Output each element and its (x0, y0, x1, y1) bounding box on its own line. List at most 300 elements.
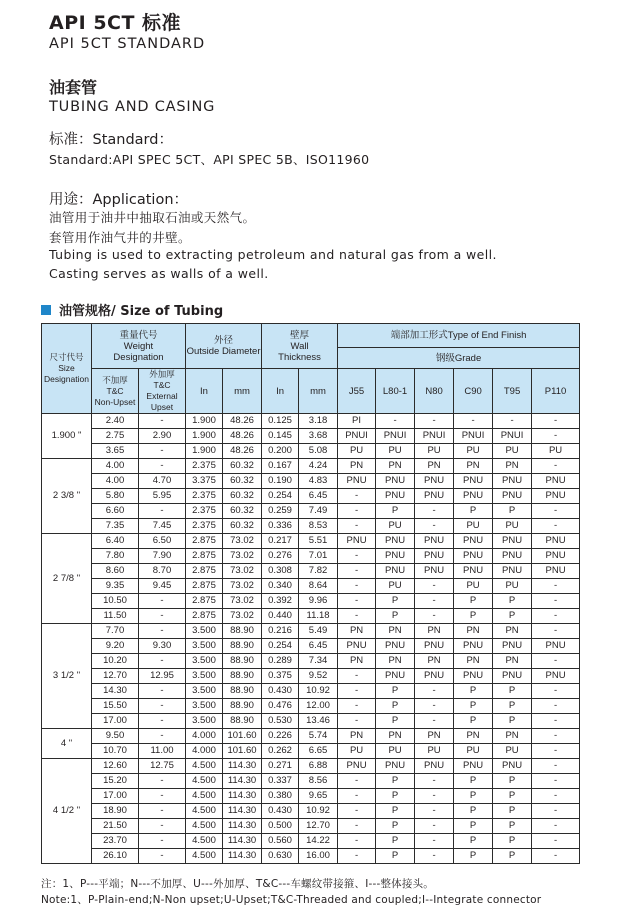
table-cell: PNU (493, 669, 532, 684)
table-cell: 3.500 (186, 624, 223, 639)
table-cell: 88.90 (223, 684, 262, 699)
table-cell: P (454, 774, 493, 789)
table-row (42, 564, 580, 579)
table-cell: - (532, 684, 580, 699)
table-cell: - (139, 459, 186, 474)
table-cell: 3.500 (186, 639, 223, 654)
table-cell: PNU (454, 669, 493, 684)
table-cell: 4.500 (186, 849, 223, 864)
table-cell: PN (493, 654, 532, 669)
table-cell: 4.70 (139, 474, 186, 489)
table-cell: - (415, 834, 454, 849)
table-cell: PN (493, 624, 532, 639)
table-cell: PNU (493, 564, 532, 579)
table-cell: PU (493, 444, 532, 459)
table-cell: - (338, 684, 376, 699)
table-cell: 7.35 (92, 519, 139, 534)
table-cell: - (338, 789, 376, 804)
size-designation-cell: 2 7/8 " (42, 534, 92, 624)
table-cell: - (532, 609, 580, 624)
table-cell: - (415, 699, 454, 714)
table-cell: PU (493, 579, 532, 594)
table-cell: - (139, 834, 186, 849)
note-cn: 注：1、P---平端；N---不加厚、U---外加厚、T&C---车螺纹带接箍、I---整体接头。 (41, 878, 434, 890)
table-cell: P (454, 789, 493, 804)
table-cell: - (139, 594, 186, 609)
table-cell: P (454, 819, 493, 834)
table-cell: 2.875 (186, 564, 223, 579)
col-header-external-upset: 外加厚 T&C External Upset (139, 369, 186, 414)
table-cell: 0.430 (262, 804, 299, 819)
table-cell: 0.337 (262, 774, 299, 789)
table-cell: 10.20 (92, 654, 139, 669)
table-cell: 13.46 (299, 714, 338, 729)
table-cell: 2.375 (186, 504, 223, 519)
table-cell: P (376, 774, 415, 789)
table-cell: - (532, 849, 580, 864)
table-cell: - (338, 579, 376, 594)
table-cell: P (376, 504, 415, 519)
table-cell: 6.45 (299, 489, 338, 504)
application-line: 油管用于油井中抽取石油或天然气。 (49, 210, 256, 225)
table-cell: PN (454, 654, 493, 669)
table-cell: 114.30 (223, 819, 262, 834)
table-cell: 16.00 (299, 849, 338, 864)
table-cell: 0.560 (262, 834, 299, 849)
table-cell: 73.02 (223, 609, 262, 624)
table-cell: PNU (376, 564, 415, 579)
table-cell: - (532, 834, 580, 849)
note-en: Note:1、P-Plain-end;N-Non upset;U-Upset;T&C-Threaded and coupled;I--Integrate connector (41, 894, 542, 906)
table-cell: 15.20 (92, 774, 139, 789)
table-cell: 0.289 (262, 654, 299, 669)
table-cell: P (376, 804, 415, 819)
table-cell: 0.217 (262, 534, 299, 549)
table-cell: 2.375 (186, 459, 223, 474)
table-cell: PN (338, 624, 376, 639)
table-cell: - (338, 489, 376, 504)
table-cell: - (493, 414, 532, 429)
table-cell: 60.32 (223, 489, 262, 504)
table-row (42, 669, 580, 684)
table-cell: 8.64 (299, 579, 338, 594)
table-cell: PNU (454, 564, 493, 579)
table-cell: P (376, 849, 415, 864)
table-cell: - (338, 504, 376, 519)
application-line: Casting serves as walls of a well. (49, 266, 269, 281)
table-cell: 2.875 (186, 594, 223, 609)
table-cell: P (454, 804, 493, 819)
table-cell: P (493, 609, 532, 624)
table-cell: PNUI (376, 429, 415, 444)
table-cell: - (415, 804, 454, 819)
table-cell: PNU (532, 669, 580, 684)
table-row (42, 684, 580, 699)
table-row (42, 654, 580, 669)
table-cell: 0.259 (262, 504, 299, 519)
table-cell: - (532, 594, 580, 609)
table-cell: 5.74 (299, 729, 338, 744)
table-cell: PU (376, 744, 415, 759)
col-header-grade-c90: C90 (454, 369, 493, 414)
table-cell: 5.80 (92, 489, 139, 504)
table-cell: 114.30 (223, 789, 262, 804)
table-row (42, 504, 580, 519)
table-cell: - (532, 429, 580, 444)
table-cell: 23.70 (92, 834, 139, 849)
table-cell: - (532, 624, 580, 639)
table-cell: PNU (415, 669, 454, 684)
table-cell: - (415, 789, 454, 804)
table-cell: - (139, 609, 186, 624)
application-label: 用途：Application： (49, 192, 189, 208)
table-cell: PNU (338, 534, 376, 549)
col-header-wall: 壁厚 Wall Thickness (262, 324, 338, 369)
table-cell: PN (376, 624, 415, 639)
table-cell: - (338, 834, 376, 849)
table-cell: PN (376, 729, 415, 744)
table-cell: - (338, 609, 376, 624)
table-cell: P (493, 699, 532, 714)
application-line: 套管用作油气井的井壁。 (49, 230, 191, 245)
size-designation-cell: 4 " (42, 729, 92, 759)
section-title-text: 油管规格/ Size of Tubing (59, 304, 224, 319)
table-cell: 2.75 (92, 429, 139, 444)
table-row (42, 609, 580, 624)
table-cell: 4.00 (92, 459, 139, 474)
table-cell: 5.51 (299, 534, 338, 549)
table-cell: PNU (376, 669, 415, 684)
table-cell: - (376, 414, 415, 429)
size-designation-cell: 4 1/2 " (42, 759, 92, 864)
table-cell: - (415, 519, 454, 534)
col-header-end-finish: 端部加工形式Type of End Finish (338, 324, 580, 348)
table-cell: - (532, 804, 580, 819)
table-row (42, 444, 580, 459)
table-cell: PN (376, 654, 415, 669)
table-row (42, 414, 580, 429)
table-cell: PN (415, 624, 454, 639)
table-cell: PNU (454, 474, 493, 489)
table-cell: 18.90 (92, 804, 139, 819)
table-cell: - (139, 804, 186, 819)
table-body (42, 414, 580, 864)
table-cell: PU (493, 519, 532, 534)
table-cell: - (139, 729, 186, 744)
table-cell: PNU (493, 759, 532, 774)
table-cell: PNU (532, 474, 580, 489)
table-cell: - (415, 774, 454, 789)
table-row (42, 534, 580, 549)
table-cell: 73.02 (223, 594, 262, 609)
table-cell: PU (454, 519, 493, 534)
table-cell: PNU (493, 534, 532, 549)
table-cell: PU (376, 444, 415, 459)
table-cell: 9.52 (299, 669, 338, 684)
table-cell: P (493, 849, 532, 864)
table-row (42, 699, 580, 714)
table-cell: - (415, 714, 454, 729)
table-cell: - (532, 654, 580, 669)
table-cell: P (454, 699, 493, 714)
table-cell: 9.35 (92, 579, 139, 594)
table-cell: - (338, 849, 376, 864)
table-cell: - (532, 414, 580, 429)
col-header-non-upset: 不加厚 T&C Non-Upset (92, 369, 139, 414)
table-cell: PNU (376, 639, 415, 654)
table-cell: PN (493, 459, 532, 474)
application-line: Tubing is used to extracting petroleum and natural gas from a well. (49, 247, 497, 262)
table-cell: 6.50 (139, 534, 186, 549)
table-cell: PNUI (415, 429, 454, 444)
table-cell: 3.18 (299, 414, 338, 429)
table-cell: 2.90 (139, 429, 186, 444)
table-cell: 0.254 (262, 489, 299, 504)
table-row (42, 819, 580, 834)
col-header-grade-t95: T95 (493, 369, 532, 414)
col-header-steel-grade: 钢级Grade (338, 348, 580, 369)
table-cell: 0.500 (262, 819, 299, 834)
table-cell: 0.530 (262, 714, 299, 729)
table-cell: - (532, 519, 580, 534)
table-cell: PN (415, 459, 454, 474)
table-cell: 4.000 (186, 729, 223, 744)
table-cell: 0.145 (262, 429, 299, 444)
table-cell: 6.40 (92, 534, 139, 549)
table-cell: 0.226 (262, 729, 299, 744)
table-cell: PN (338, 459, 376, 474)
table-cell: 9.65 (299, 789, 338, 804)
table-cell: PNU (532, 639, 580, 654)
section-title (41, 300, 223, 319)
table-cell: PNU (376, 534, 415, 549)
subtitle-en: TUBING AND CASING (49, 99, 216, 115)
table-cell: PNU (532, 534, 580, 549)
table-cell: 4.500 (186, 759, 223, 774)
table-cell: 60.32 (223, 504, 262, 519)
table-cell: P (493, 834, 532, 849)
table-cell: 0.167 (262, 459, 299, 474)
col-header-grade-l80: L80-1 (376, 369, 415, 414)
table-cell: PNUI (493, 429, 532, 444)
table-cell: PU (338, 744, 376, 759)
table-cell: PNU (493, 549, 532, 564)
table-cell: - (532, 714, 580, 729)
table-cell: PU (454, 444, 493, 459)
table-cell: 6.65 (299, 744, 338, 759)
table-cell: 0.340 (262, 579, 299, 594)
table-cell: P (376, 594, 415, 609)
table-cell: 0.430 (262, 684, 299, 699)
table-cell: - (532, 699, 580, 714)
table-cell: - (415, 609, 454, 624)
table-cell: 0.392 (262, 594, 299, 609)
table-cell: 0.254 (262, 639, 299, 654)
subtitle-cn: 油套管 (49, 78, 98, 97)
standard-label: 标准：Standard： (49, 132, 173, 148)
table-cell: PU (532, 444, 580, 459)
table-cell: 14.22 (299, 834, 338, 849)
table-cell: PNU (415, 549, 454, 564)
table-cell: 73.02 (223, 534, 262, 549)
table-cell: PU (415, 744, 454, 759)
table-cell: 3.375 (186, 474, 223, 489)
table-cell: 3.500 (186, 669, 223, 684)
table-cell: 0.308 (262, 564, 299, 579)
table-cell: - (338, 549, 376, 564)
table-cell: - (415, 819, 454, 834)
table-cell: PN (454, 459, 493, 474)
table-cell: 3.500 (186, 699, 223, 714)
table-cell: - (139, 819, 186, 834)
table-cell: 9.96 (299, 594, 338, 609)
table-cell: PU (493, 744, 532, 759)
table-cell: - (139, 714, 186, 729)
table-cell: PNU (454, 759, 493, 774)
table-cell: 7.90 (139, 549, 186, 564)
table-cell: P (493, 819, 532, 834)
table-cell: 7.70 (92, 624, 139, 639)
table-cell: PU (376, 519, 415, 534)
table-cell: - (532, 774, 580, 789)
table-cell: 2.375 (186, 519, 223, 534)
table-cell: - (415, 414, 454, 429)
table-row (42, 639, 580, 654)
table-cell: - (415, 849, 454, 864)
table-cell: 6.45 (299, 639, 338, 654)
table-cell: 9.50 (92, 729, 139, 744)
table-cell: - (454, 414, 493, 429)
table-cell: 114.30 (223, 804, 262, 819)
table-row (42, 774, 580, 789)
table-cell: - (338, 564, 376, 579)
table-cell: PU (454, 579, 493, 594)
table-cell: PN (415, 654, 454, 669)
table-row (42, 729, 580, 744)
table-cell: 114.30 (223, 849, 262, 864)
table-cell: 114.30 (223, 759, 262, 774)
table-cell: 26.10 (92, 849, 139, 864)
table-cell: 7.34 (299, 654, 338, 669)
table-cell: P (454, 504, 493, 519)
table-cell: PNU (454, 489, 493, 504)
table-cell: PN (493, 729, 532, 744)
table-cell: 0.476 (262, 699, 299, 714)
table-cell: PNU (454, 639, 493, 654)
table-row (42, 519, 580, 534)
table-cell: - (338, 804, 376, 819)
table-cell: 2.875 (186, 549, 223, 564)
table-cell: 60.32 (223, 459, 262, 474)
table-cell: P (454, 714, 493, 729)
table-row (42, 834, 580, 849)
table-cell: 114.30 (223, 834, 262, 849)
table-cell: 5.49 (299, 624, 338, 639)
table-cell: 17.00 (92, 789, 139, 804)
table-cell: 11.18 (299, 609, 338, 624)
table-cell: PNU (532, 489, 580, 504)
table-row (42, 714, 580, 729)
table-cell: 88.90 (223, 714, 262, 729)
table-cell: 0.380 (262, 789, 299, 804)
table-cell: PNU (493, 489, 532, 504)
table-cell: 0.125 (262, 414, 299, 429)
table-cell: PNU (454, 549, 493, 564)
table-cell: 0.276 (262, 549, 299, 564)
table-cell: PNU (376, 759, 415, 774)
table-cell: P (493, 594, 532, 609)
table-cell: - (532, 729, 580, 744)
table-cell: P (454, 834, 493, 849)
table-cell: 12.70 (92, 669, 139, 684)
table-cell: - (139, 444, 186, 459)
table-cell: PN (454, 624, 493, 639)
table-cell: 0.200 (262, 444, 299, 459)
table-cell: 15.50 (92, 699, 139, 714)
table-cell: PU (454, 744, 493, 759)
table-row (42, 594, 580, 609)
table-cell: 6.88 (299, 759, 338, 774)
table-cell: 4.500 (186, 819, 223, 834)
table-cell: 2.875 (186, 534, 223, 549)
title-cn: API 5CT 标准 (49, 12, 182, 34)
table-cell: - (139, 624, 186, 639)
table-cell: 8.56 (299, 774, 338, 789)
table-cell: - (338, 699, 376, 714)
table-cell: P (493, 714, 532, 729)
table-cell: 0.271 (262, 759, 299, 774)
table-cell: - (139, 789, 186, 804)
table-cell: - (139, 699, 186, 714)
tubing-size-table (41, 323, 580, 864)
square-bullet-icon (41, 305, 51, 315)
table-cell: 12.00 (299, 699, 338, 714)
table-cell: 12.75 (139, 759, 186, 774)
table-row (42, 429, 580, 444)
table-cell: 4.000 (186, 744, 223, 759)
table-cell: P (376, 714, 415, 729)
table-cell: PNU (454, 534, 493, 549)
table-cell: 5.08 (299, 444, 338, 459)
table-cell: - (139, 654, 186, 669)
table-cell: P (376, 819, 415, 834)
table-cell: - (532, 459, 580, 474)
table-cell: 101.60 (223, 744, 262, 759)
table-cell: - (139, 504, 186, 519)
table-cell: 7.45 (139, 519, 186, 534)
table-cell: 6.60 (92, 504, 139, 519)
table-cell: 0.262 (262, 744, 299, 759)
table-cell: 7.80 (92, 549, 139, 564)
table-cell: 4.500 (186, 804, 223, 819)
col-header-wall-mm: mm (299, 369, 338, 414)
table-cell: P (454, 594, 493, 609)
table-cell: P (493, 804, 532, 819)
table-cell: 8.70 (139, 564, 186, 579)
table-cell: 88.90 (223, 639, 262, 654)
table-cell: P (493, 684, 532, 699)
table-cell: 73.02 (223, 549, 262, 564)
table-cell: PU (338, 444, 376, 459)
table-cell: 48.26 (223, 414, 262, 429)
table-row (42, 804, 580, 819)
table-cell: PNU (532, 549, 580, 564)
table-row (42, 459, 580, 474)
table-cell: 88.90 (223, 624, 262, 639)
table-cell: 9.30 (139, 639, 186, 654)
table-cell: - (139, 684, 186, 699)
table-cell: P (376, 699, 415, 714)
